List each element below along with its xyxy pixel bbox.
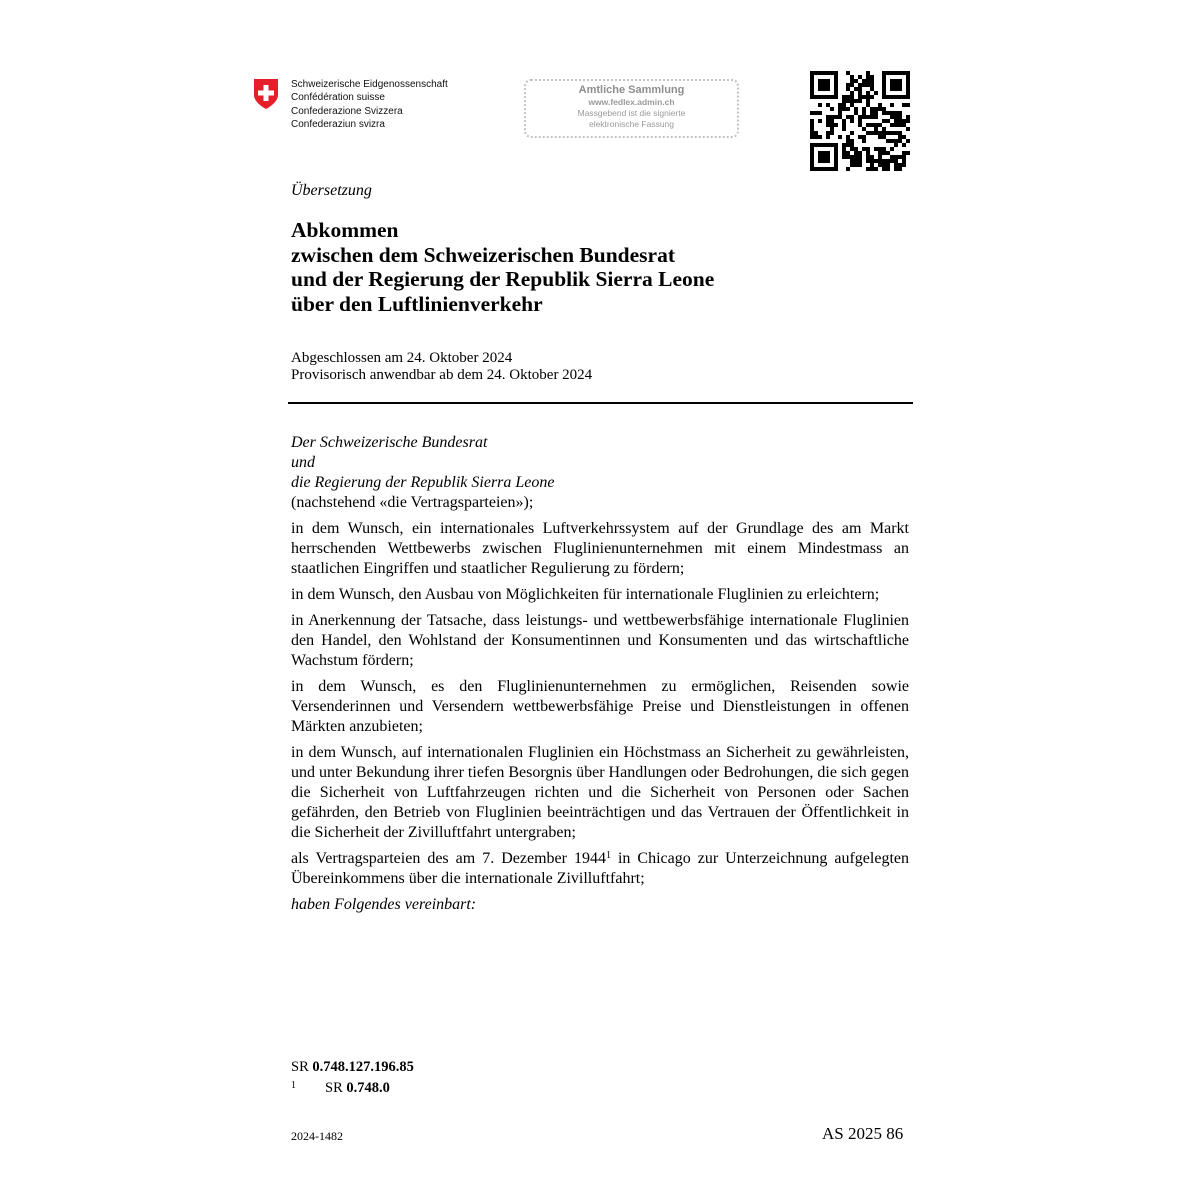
stamp-note-line2: elektronische Fassung <box>588 119 675 129</box>
sr-prefix: SR <box>291 1059 313 1075</box>
title-line: und der Regierung der Republik Sierra Leone <box>291 267 715 291</box>
chicago-text-after: in Chicago zur Unterzeichnung aufgelegten Übereinkommens über die internationale Zivilluftfahrt; <box>291 850 909 887</box>
preamble-paragraph: in dem Wunsch, den Ausbau von Möglichkeiten für internationale Fluglinien zu erleichtern; <box>291 586 880 603</box>
stamp-url[interactable]: www.fedlex.admin.ch <box>588 97 675 107</box>
stamp-note-line1: Massgebend ist die signierte <box>577 108 686 118</box>
party-sierra-leone: die Regierung der Republik Sierra Leone <box>291 474 555 491</box>
qr-code-icon <box>810 71 910 171</box>
provisional-date: Provisorisch anwendbar ab dem 24. Oktober 2024 <box>291 366 593 383</box>
footnote-sr-number: 0.748.0 <box>346 1080 390 1096</box>
confed-line-rm: Confederaziun svizra <box>291 118 385 130</box>
footnote-number: 1 <box>291 1080 296 1091</box>
confederation-names <box>291 78 448 131</box>
footnote-ref[interactable]: 1 <box>605 850 611 861</box>
swiss-cross-icon <box>253 78 279 110</box>
confed-line-fr: Confédération suisse <box>291 92 385 104</box>
date-info <box>291 350 592 383</box>
sr-number: 0.748.127.196.85 <box>312 1059 414 1075</box>
title-line: über den Luftlinienverkehr <box>291 291 543 316</box>
parties-definition: (nachstehend «die Vertragsparteien»); <box>291 494 534 511</box>
document-number: 2024-1482 <box>291 1129 343 1143</box>
document-title <box>291 218 714 316</box>
footnote-prefix: SR <box>325 1080 347 1096</box>
confed-line-de: Schweizerische Eidgenossenschaft <box>291 79 448 90</box>
footnote <box>291 1080 390 1097</box>
separator-rule <box>288 402 913 404</box>
official-collection-stamp <box>524 79 739 138</box>
stamp-title: Amtliche Sammlung <box>578 84 685 96</box>
preamble-paragraph: in Anerkennung der Tatsache, dass leistungs- und wettbewerbsfähige internationale Fluglinien den Handel, den Wohlstand der Konsumentinnen und Konsumenten und das wirtschaftliche Wachstum fördern; <box>291 612 909 669</box>
confed-line-it: Confederazione Svizzera <box>291 105 403 117</box>
concluded-date: Abgeschlossen am 24. Oktober 2024 <box>291 350 513 366</box>
title-line: zwischen dem Schweizerischen Bundesrat <box>291 242 675 267</box>
chicago-text-before: als Vertragsparteien des am 7. Dezember 1944 <box>291 850 606 867</box>
party-swiss: Der Schweizerische Bundesrat <box>291 434 488 451</box>
preamble-paragraph: in dem Wunsch, auf internationalen Fluglinien ein Höchstmass an Sicherheit zu gewährleisten, und unter Bekundung ihrer tiefen Besorgnis über Handlungen oder Bedrohungen, die sich gegen die Sicherheit von Luftfahrzeugen richten und die Sicherheit von Personen oder Sachen gefährden, den Betrieb von Fluglinien beeinträchtigen und das Vertrauen der Öffentlichkeit in die Sicherheit der Zivilluftfahrt untergraben; <box>291 744 909 841</box>
translation-label: Übersetzung <box>291 182 372 199</box>
title-line: Abkommen <box>291 218 399 242</box>
preamble-paragraph-chicago <box>291 849 909 889</box>
as-reference: AS 2025 86 <box>822 1124 904 1143</box>
sr-reference <box>291 1059 414 1076</box>
conjunction: und <box>291 454 315 471</box>
preamble <box>291 433 909 921</box>
preamble-paragraph: in dem Wunsch, es den Fluglinienunternehmen zu ermöglichen, Reisenden sowie Versenderinnen und Versendern wettbewerbsfähige Preise und Dienstleistungen in offenen Märkten anzubieten; <box>291 678 909 735</box>
closing-statement: haben Folgendes vereinbart: <box>291 896 477 913</box>
preamble-paragraph: in dem Wunsch, ein internationales Luftverkehrssystem auf der Grundlage des am Markt herrschenden Wettbewerbs zwischen Fluglinienunternehmen mit einem Mindestmass an staatlichen Eingriffen und staatlicher Regulierung zu fördern; <box>291 520 909 577</box>
